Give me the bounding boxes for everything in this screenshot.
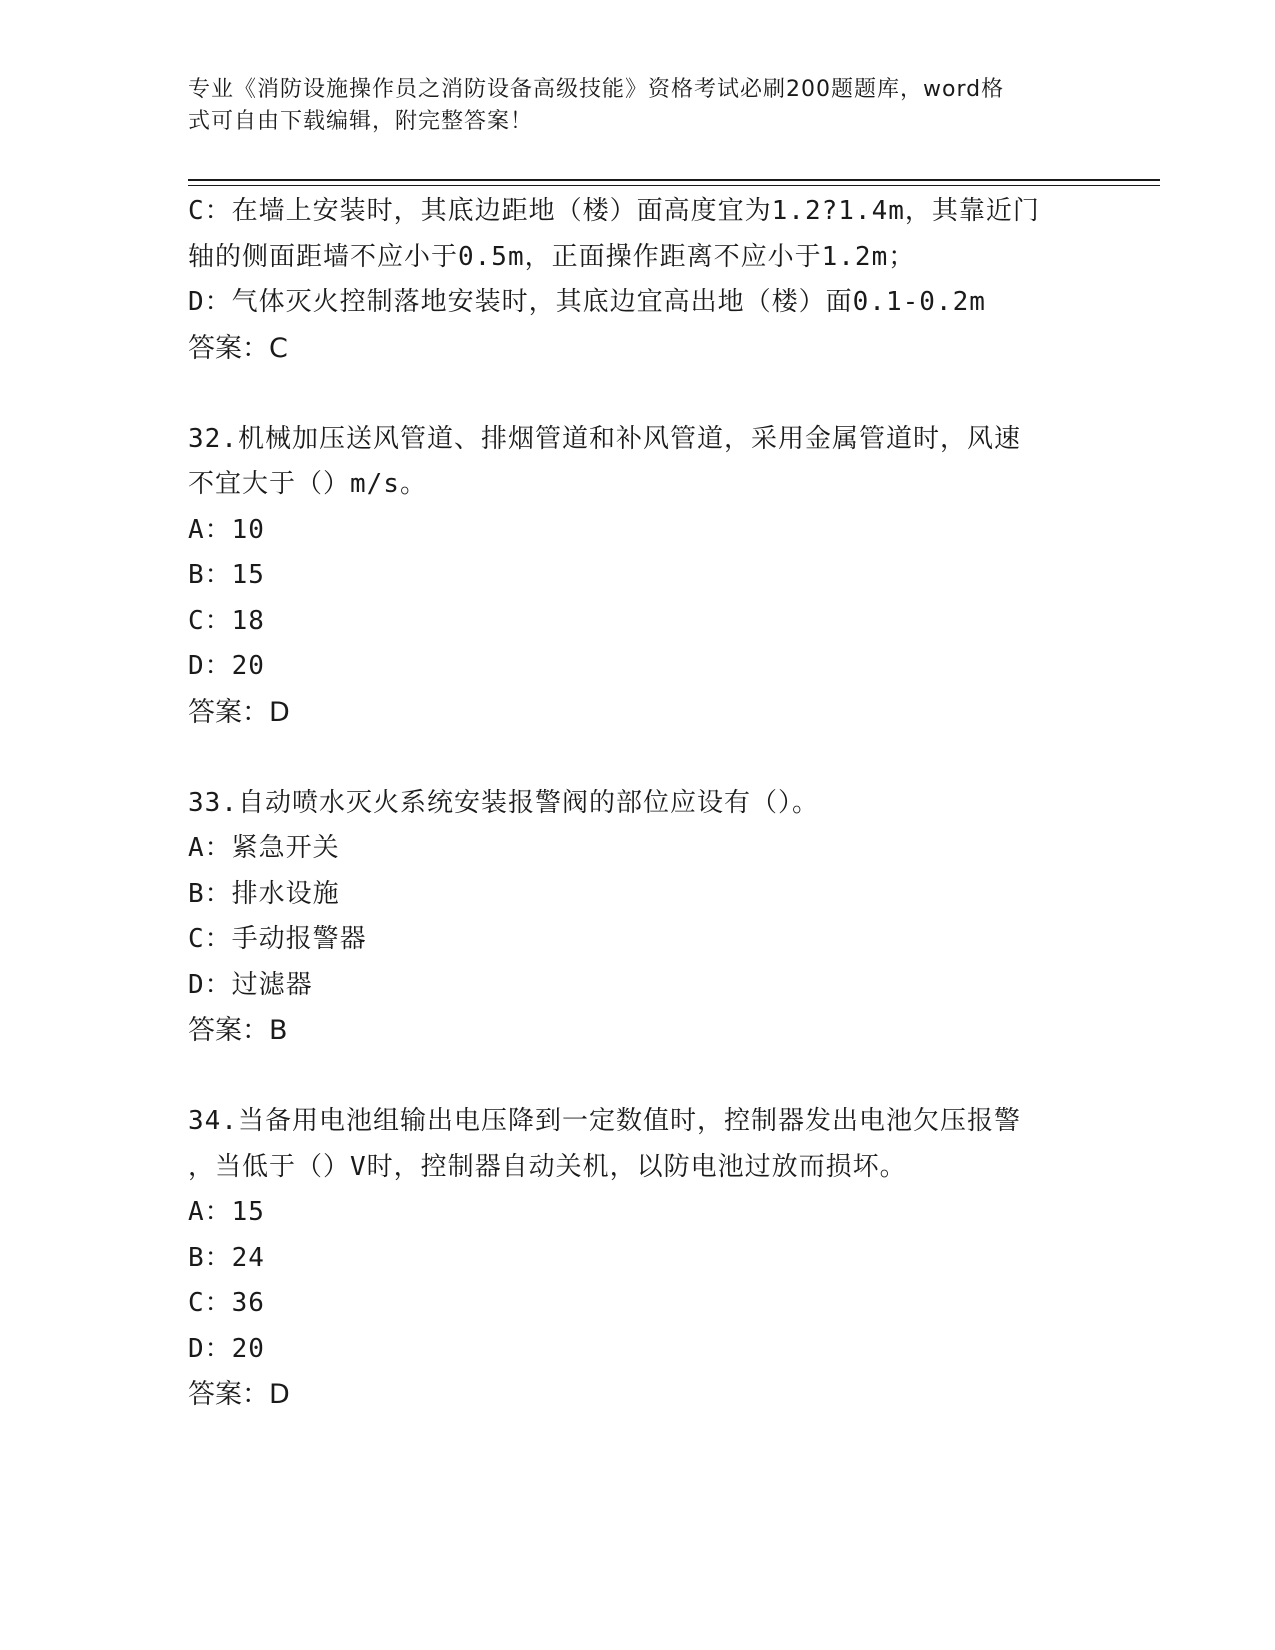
- option-c: C：18: [188, 605, 265, 636]
- option-a: A：10: [188, 514, 265, 545]
- option-b: B：24: [188, 1242, 265, 1273]
- answer-line: 答案：D: [188, 1379, 290, 1410]
- option-c: C：手动报警器: [188, 924, 367, 954]
- question-32: [188, 417, 1088, 736]
- option-d: D：气体灭火控制落地安装时，其底边宜高出地（楼）面0.1-0.2m: [188, 287, 986, 317]
- spacer: [188, 1054, 1088, 1100]
- option-c: C：36: [188, 1288, 265, 1318]
- option-b: B：15: [188, 560, 265, 590]
- question-text-line-2: 不宜大于（）m/s。: [188, 469, 427, 499]
- spacer: [188, 735, 1088, 781]
- option-d: D：20: [188, 651, 265, 681]
- question-text-line-1: 33.自动喷水灭火系统安装报警阀的部位应设有（）。: [188, 787, 819, 818]
- option-c-line-2: 轴的侧面距墙不应小于0.5m，正面操作距离不应小于1.2m；: [188, 241, 916, 272]
- question-text-line-1: 32.机械加压送风管道、排烟管道和补风管道，采用金属管道时，风速: [188, 423, 1021, 454]
- option-a: A：15: [188, 1197, 265, 1227]
- option-a: A：紧急开关: [188, 833, 340, 863]
- answer-line: 答案：C: [188, 332, 288, 364]
- header-divider-thick: [188, 179, 1160, 181]
- header-line-1: 专业《消防设施操作员之消防设备高级技能》资格考试必刷200题题库，word格: [188, 77, 1005, 102]
- option-b: B：排水设施: [188, 878, 340, 909]
- option-d: D：20: [188, 1333, 265, 1364]
- header-line-2: 式可自由下载编辑，附完整答案！: [188, 109, 534, 134]
- option-c-line-1: C：在墙上安装时，其底边距地（楼）面高度宜为1.2?1.4m，其靠近门: [188, 196, 1040, 226]
- question-text-line-1: 34.当备用电池组输出电压降到一定数值时，控制器发出电池欠压报警: [188, 1106, 1021, 1136]
- question-31-continued: [188, 189, 1088, 371]
- option-d: D：过滤器: [188, 969, 313, 1000]
- question-text-line-2: ，当低于（）V时，控制器自动关机，以防电池过放而损坏。: [188, 1151, 907, 1182]
- spacer: [188, 371, 1088, 417]
- answer-line: 答案：B: [188, 1015, 288, 1046]
- question-34: [188, 1099, 1088, 1418]
- document-body: [188, 189, 1088, 1418]
- document-header: [188, 74, 1088, 138]
- question-33: [188, 781, 1088, 1054]
- answer-line: 答案：D: [188, 696, 290, 728]
- header-divider-thin: [188, 185, 1160, 186]
